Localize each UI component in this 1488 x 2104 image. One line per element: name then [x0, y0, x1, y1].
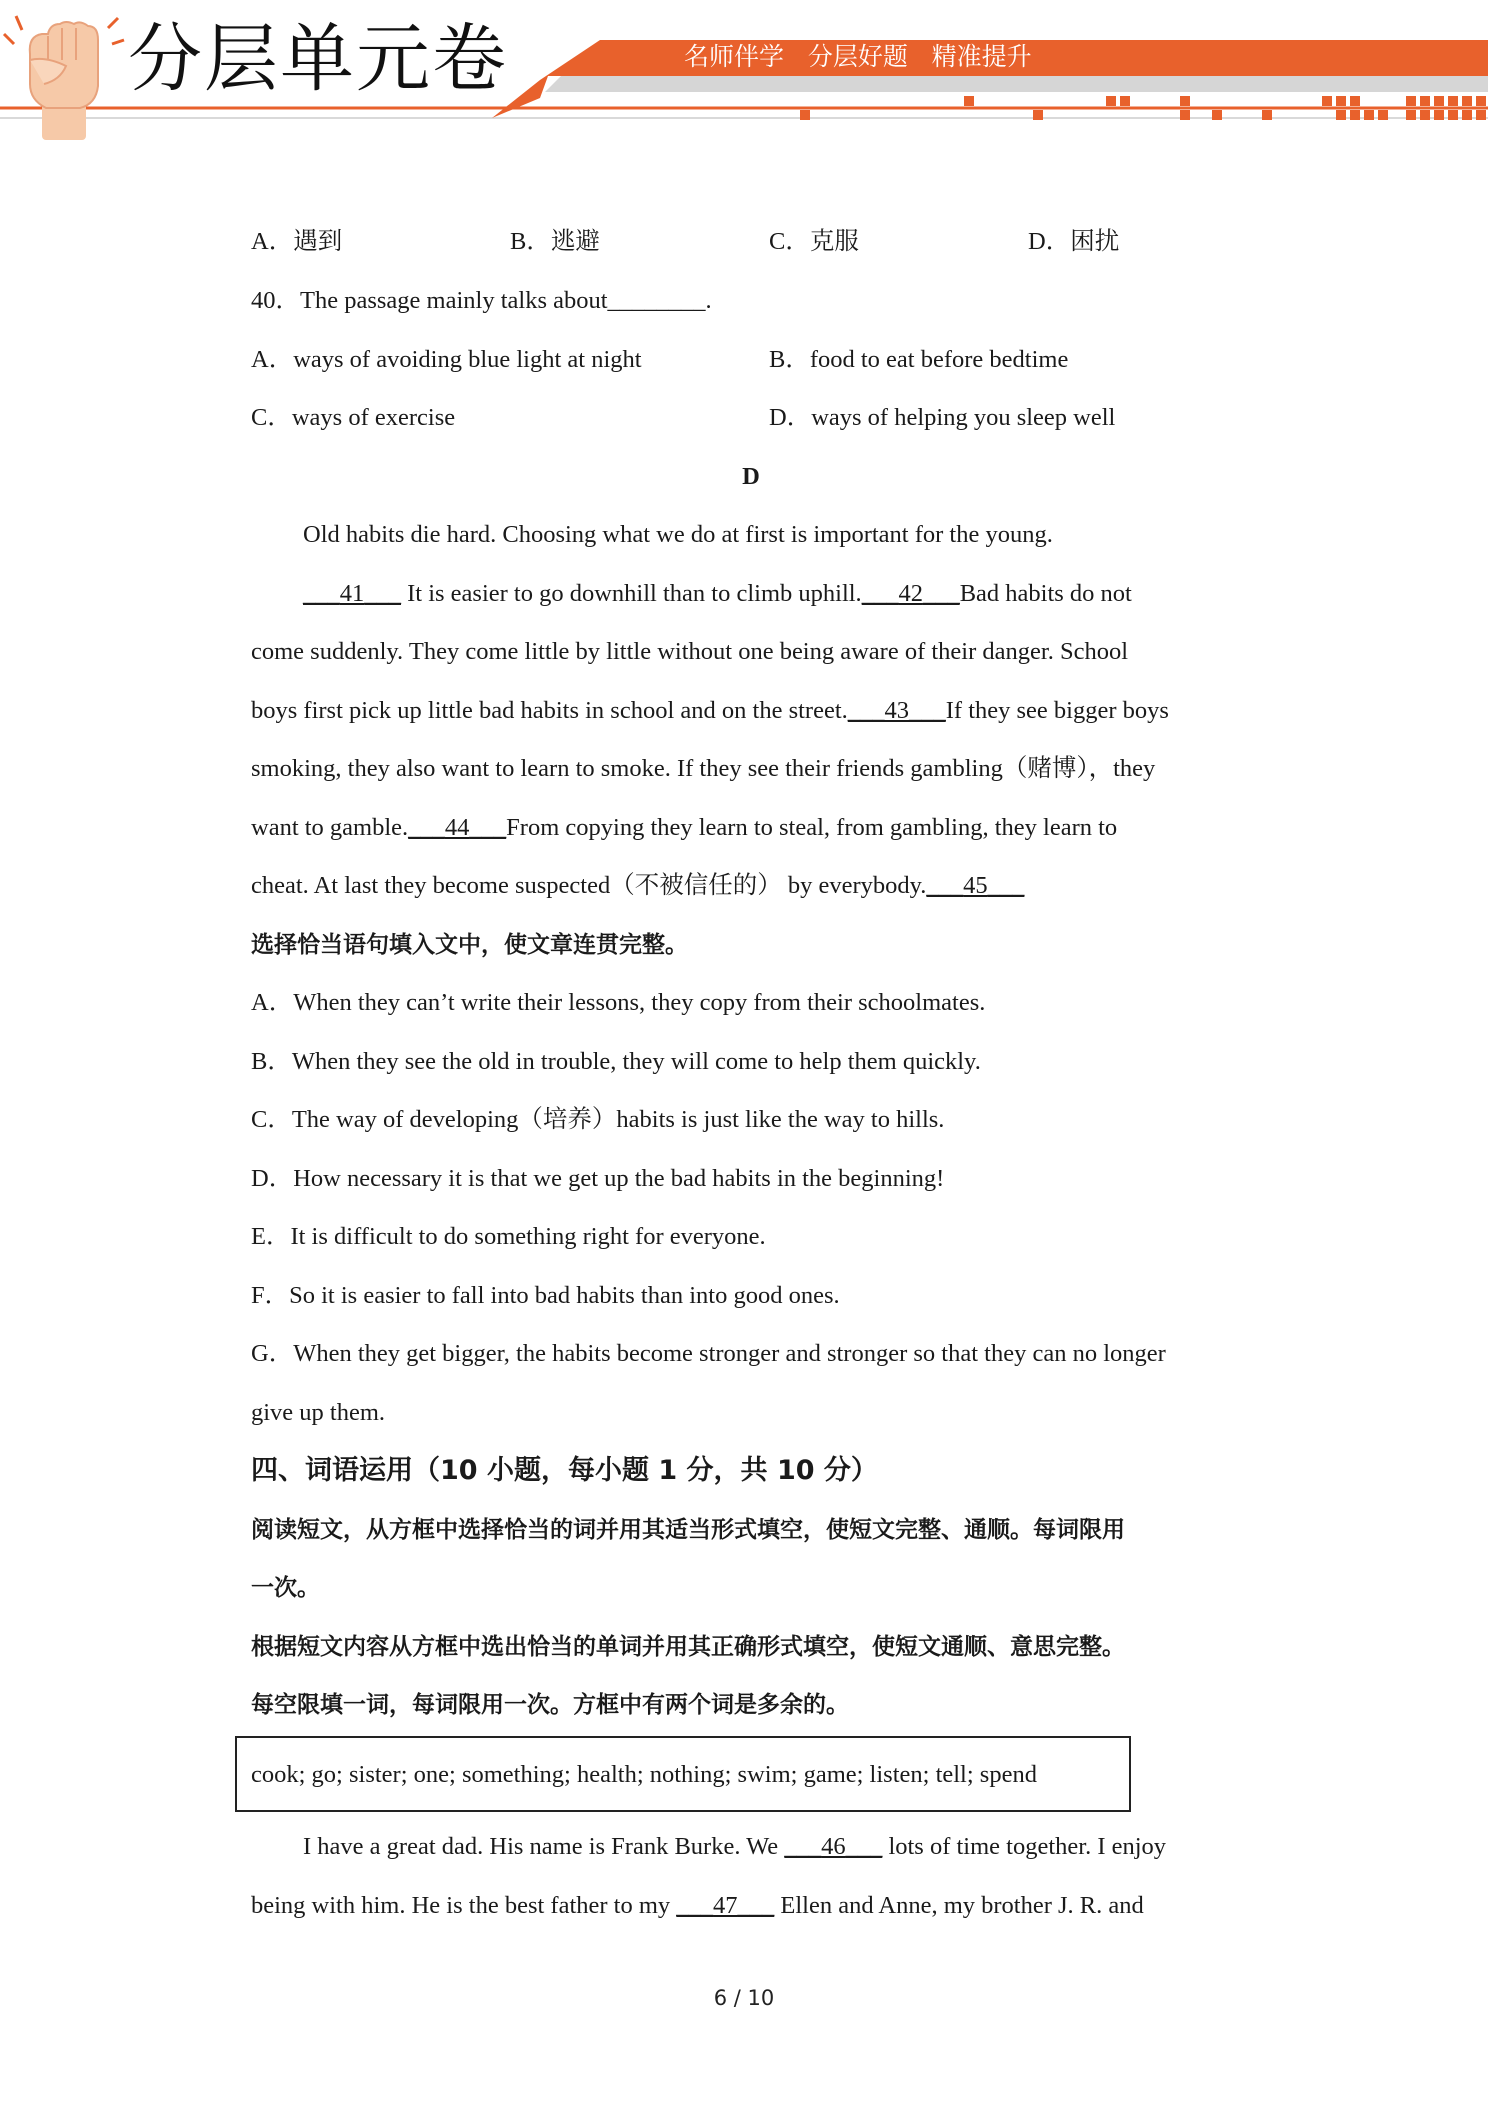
passage-d-label: D	[742, 463, 760, 490]
choice-c: C．The way of developing（培养）habits is just like the way to hills.	[251, 1106, 945, 1133]
passage-d-line-4: boys first pick up little bad habits in school and on the street.___43___If they see bigger boys	[251, 697, 1169, 724]
blank-44[interactable]: ___44___	[408, 814, 507, 841]
q40-option-a: A．ways of avoiding blue light at night	[251, 346, 642, 373]
q40-option-b: B．food to eat before bedtime	[769, 346, 1069, 373]
section-4-instruction-1a: 阅读短文，从方框中选择恰当的词并用其适当形式填空，使短文完整、通顺。每词限用	[251, 1517, 1125, 1543]
word-box-text: cook; go; sister; one; something; health; nothing; swim; game; listen; tell; spend	[251, 1761, 1037, 1788]
q39-option-b: B．逃避	[510, 228, 600, 255]
passage-d-line-2: ___41___ It is easier to go downhill than to climb uphill.___42___Bad habits do not	[303, 580, 1132, 607]
brand-slogan: 名师伴学 分层好题 精准提升	[684, 42, 1032, 71]
choice-a: A．When they can’t write their lessons, they copy from their schoolmates.	[251, 989, 986, 1016]
choice-g-continued: give up them.	[251, 1399, 386, 1426]
choice-g: G．When they get bigger, the habits become stronger and stronger so that they can no longer	[251, 1340, 1166, 1367]
q40-option-d: D．ways of helping you sleep well	[769, 404, 1116, 431]
section-4-passage-line-1: I have a great dad. His name is Frank Burke. We ___46___ lots of time together. I enjoy	[303, 1833, 1167, 1860]
q40-option-c: C．ways of exercise	[251, 404, 456, 431]
blank-46[interactable]: ___46___	[784, 1833, 883, 1860]
blank-47[interactable]: ___47___	[676, 1892, 775, 1919]
passage-d-line-3: come suddenly. They come little by little without one being aware of their danger. School	[251, 638, 1129, 665]
blank-43[interactable]: ___43___	[847, 697, 946, 724]
blank-41[interactable]: ___41___	[303, 580, 401, 607]
blank-42[interactable]: ___42___	[861, 580, 960, 607]
section-4-title: 四、词语运用（10 小题，每小题 1 分，共 10 分）	[251, 1455, 878, 1486]
passage-d-line-5: smoking, they also want to learn to smoke. If they see their friends gambling（赌博），they	[251, 755, 1156, 782]
q39-option-d: D．困扰	[1028, 228, 1120, 255]
choice-e: E．It is difficult to do something right for everyone.	[251, 1223, 766, 1250]
q39-option-a: A．遇到	[251, 228, 343, 255]
choice-f: F．So it is easier to fall into bad habits than into good ones.	[251, 1282, 840, 1309]
choice-d: D．How necessary it is that we get up the bad habits in the beginning!	[251, 1165, 945, 1192]
section-4-instruction-1b: 一次。	[251, 1575, 320, 1601]
section-4-instruction-2b: 每空限填一词，每词限用一次。方框中有两个词是多余的。	[251, 1692, 849, 1718]
q39-option-c: C．克服	[769, 228, 859, 255]
q40-stem: 40．The passage mainly talks about________.	[251, 287, 712, 314]
brand-title: 分层单元卷	[128, 16, 508, 102]
word-box	[235, 1736, 1131, 1812]
passage-d-line-6: want to gamble.___44___From copying they learn to steal, from gambling, they learn to	[251, 814, 1118, 841]
section-4-passage-line-2: being with him. He is the best father to my ___47___ Ellen and Anne, my brother J. R. and	[251, 1892, 1144, 1919]
page-number: 6 / 10	[713, 1986, 775, 2010]
header-banner	[0, 0, 1488, 150]
raised-fist-icon	[4, 16, 124, 140]
passage-d-line-1: Old habits die hard. Choosing what we do at first is important for the young.	[303, 521, 1053, 548]
choice-b: B．When they see the old in trouble, they will come to help them quickly.	[251, 1048, 981, 1075]
blank-45[interactable]: ___45___	[926, 872, 1025, 899]
passage-d-instruction: 选择恰当语句填入文中，使文章连贯完整。	[251, 932, 688, 958]
passage-d-line-7: cheat. At last they become suspected（不被信任的） by everybody.___45___	[251, 872, 1025, 899]
section-4-instruction-2a: 根据短文内容从方框中选出恰当的单词并用其正确形式填空，使短文通顺、意思完整。	[251, 1634, 1125, 1660]
